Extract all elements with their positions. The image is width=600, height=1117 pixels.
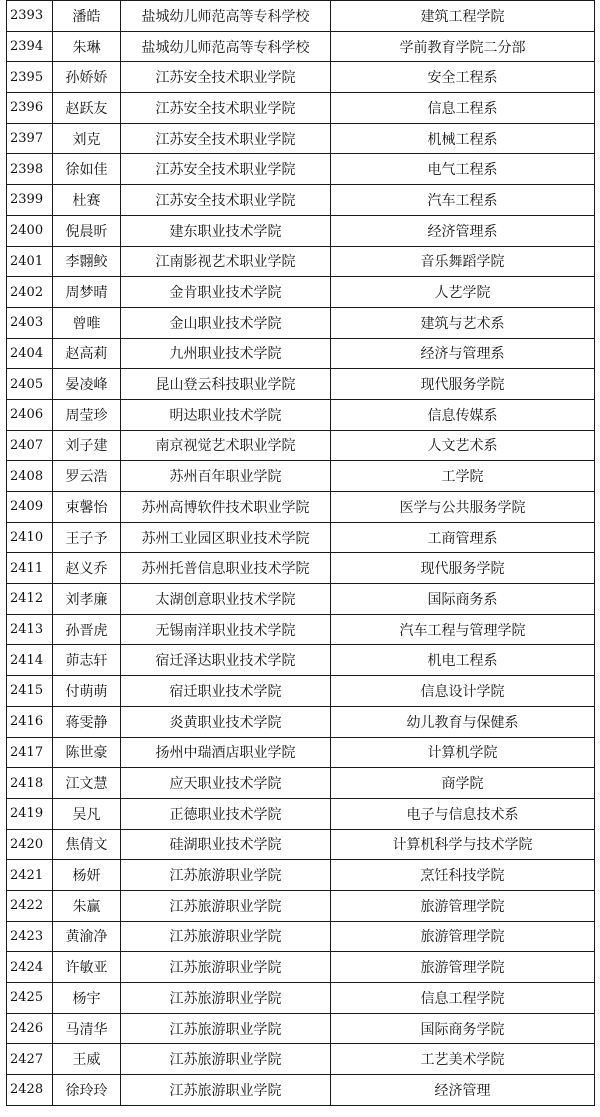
table-row bbox=[7, 737, 595, 768]
department-cell: 建筑与艺术系 bbox=[331, 307, 595, 338]
table-row bbox=[7, 522, 595, 553]
roster-table bbox=[6, 0, 595, 1106]
table-row bbox=[7, 338, 595, 369]
student-name-cell: 朱琳 bbox=[53, 31, 121, 62]
school-name-cell: 金肯职业技术学院 bbox=[121, 277, 331, 308]
school-name-cell: 江苏旅游职业学院 bbox=[121, 983, 331, 1014]
table-row bbox=[7, 645, 595, 676]
department-cell: 医学与公共服务学院 bbox=[331, 492, 595, 523]
student-name-cell: 束馨怡 bbox=[53, 492, 121, 523]
row-number-cell: 2428 bbox=[7, 1075, 53, 1106]
department-cell: 信息传媒系 bbox=[331, 399, 595, 430]
roster-table-container bbox=[6, 0, 594, 1106]
table-row bbox=[7, 1013, 595, 1044]
student-name-cell: 曾唯 bbox=[53, 307, 121, 338]
student-name-cell: 马清华 bbox=[53, 1013, 121, 1044]
school-name-cell: 无锡南洋职业技术学院 bbox=[121, 614, 331, 645]
department-cell: 安全工程系 bbox=[331, 62, 595, 93]
row-number-cell: 2398 bbox=[7, 154, 53, 185]
school-name-cell: 江苏旅游职业学院 bbox=[121, 1075, 331, 1106]
department-cell: 信息工程系 bbox=[331, 93, 595, 124]
school-name-cell: 炎黄职业技术学院 bbox=[121, 706, 331, 737]
school-name-cell: 盐城幼儿师范高等专科学校 bbox=[121, 1, 331, 32]
student-name-cell: 黄渝净 bbox=[53, 921, 121, 952]
row-number-cell: 2395 bbox=[7, 62, 53, 93]
department-cell: 计算机学院 bbox=[331, 737, 595, 768]
student-name-cell: 王子予 bbox=[53, 522, 121, 553]
table-row bbox=[7, 890, 595, 921]
table-row bbox=[7, 584, 595, 615]
school-name-cell: 江苏旅游职业学院 bbox=[121, 921, 331, 952]
student-name-cell: 徐如佳 bbox=[53, 154, 121, 185]
table-row bbox=[7, 952, 595, 983]
school-name-cell: 江苏旅游职业学院 bbox=[121, 890, 331, 921]
department-cell: 计算机科学与技术学院 bbox=[331, 829, 595, 860]
row-number-cell: 2400 bbox=[7, 215, 53, 246]
row-number-cell: 2407 bbox=[7, 430, 53, 461]
department-cell: 信息工程学院 bbox=[331, 983, 595, 1014]
department-cell: 幼儿教育与保健系 bbox=[331, 706, 595, 737]
table-row bbox=[7, 860, 595, 891]
department-cell: 工学院 bbox=[331, 461, 595, 492]
department-cell: 经济管理 bbox=[331, 1075, 595, 1106]
table-row bbox=[7, 676, 595, 707]
row-number-cell: 2404 bbox=[7, 338, 53, 369]
table-row bbox=[7, 154, 595, 185]
row-number-cell: 2397 bbox=[7, 123, 53, 154]
school-name-cell: 江苏旅游职业学院 bbox=[121, 1013, 331, 1044]
row-number-cell: 2412 bbox=[7, 584, 53, 615]
row-number-cell: 2408 bbox=[7, 461, 53, 492]
table-row bbox=[7, 369, 595, 400]
row-number-cell: 2423 bbox=[7, 921, 53, 952]
row-number-cell: 2405 bbox=[7, 369, 53, 400]
table-row bbox=[7, 1, 595, 32]
row-number-cell: 2425 bbox=[7, 983, 53, 1014]
school-name-cell: 苏州托普信息职业技术学院 bbox=[121, 553, 331, 584]
school-name-cell: 应天职业技术学院 bbox=[121, 768, 331, 799]
student-name-cell: 许敏亚 bbox=[53, 952, 121, 983]
department-cell: 烹饪科技学院 bbox=[331, 860, 595, 891]
table-row bbox=[7, 246, 595, 277]
row-number-cell: 2415 bbox=[7, 676, 53, 707]
student-name-cell: 刘孝廉 bbox=[53, 584, 121, 615]
department-cell: 旅游管理学院 bbox=[331, 952, 595, 983]
table-row bbox=[7, 553, 595, 584]
student-name-cell: 赵跃友 bbox=[53, 93, 121, 124]
student-name-cell: 潘皓 bbox=[53, 1, 121, 32]
row-number-cell: 2396 bbox=[7, 93, 53, 124]
school-name-cell: 苏州高博软件技术职业学院 bbox=[121, 492, 331, 523]
student-name-cell: 刘克 bbox=[53, 123, 121, 154]
school-name-cell: 苏州百年职业学院 bbox=[121, 461, 331, 492]
student-name-cell: 倪晨昕 bbox=[53, 215, 121, 246]
student-name-cell: 陈世豪 bbox=[53, 737, 121, 768]
table-row bbox=[7, 93, 595, 124]
school-name-cell: 明达职业技术学院 bbox=[121, 399, 331, 430]
department-cell: 现代服务学院 bbox=[331, 369, 595, 400]
department-cell: 学前教育学院二分部 bbox=[331, 31, 595, 62]
school-name-cell: 江苏安全技术职业学院 bbox=[121, 154, 331, 185]
table-row bbox=[7, 1075, 595, 1106]
table-row bbox=[7, 307, 595, 338]
department-cell: 信息设计学院 bbox=[331, 676, 595, 707]
table-row bbox=[7, 983, 595, 1014]
school-name-cell: 江苏旅游职业学院 bbox=[121, 952, 331, 983]
student-name-cell: 付萌萌 bbox=[53, 676, 121, 707]
row-number-cell: 2424 bbox=[7, 952, 53, 983]
department-cell: 建筑工程学院 bbox=[331, 1, 595, 32]
table-row bbox=[7, 829, 595, 860]
department-cell: 国际商务学院 bbox=[331, 1013, 595, 1044]
department-cell: 经济管理系 bbox=[331, 215, 595, 246]
table-row bbox=[7, 215, 595, 246]
row-number-cell: 2416 bbox=[7, 706, 53, 737]
department-cell: 工商管理系 bbox=[331, 522, 595, 553]
table-row bbox=[7, 62, 595, 93]
school-name-cell: 南京视觉艺术职业学院 bbox=[121, 430, 331, 461]
department-cell: 工艺美术学院 bbox=[331, 1044, 595, 1075]
student-name-cell: 杨宇 bbox=[53, 983, 121, 1014]
department-cell: 汽车工程与管理学院 bbox=[331, 614, 595, 645]
department-cell: 人艺学院 bbox=[331, 277, 595, 308]
school-name-cell: 江苏安全技术职业学院 bbox=[121, 93, 331, 124]
student-name-cell: 徐玲玲 bbox=[53, 1075, 121, 1106]
row-number-cell: 2402 bbox=[7, 277, 53, 308]
school-name-cell: 苏州工业园区职业技术学院 bbox=[121, 522, 331, 553]
student-name-cell: 朱赢 bbox=[53, 890, 121, 921]
table-row bbox=[7, 399, 595, 430]
student-name-cell: 杜赛 bbox=[53, 185, 121, 216]
student-name-cell: 杨妍 bbox=[53, 860, 121, 891]
row-number-cell: 2427 bbox=[7, 1044, 53, 1075]
table-row bbox=[7, 461, 595, 492]
student-name-cell: 晏凌峰 bbox=[53, 369, 121, 400]
school-name-cell: 江苏旅游职业学院 bbox=[121, 860, 331, 891]
department-cell: 音乐舞蹈学院 bbox=[331, 246, 595, 277]
table-row bbox=[7, 492, 595, 523]
row-number-cell: 2399 bbox=[7, 185, 53, 216]
school-name-cell: 江苏旅游职业学院 bbox=[121, 1044, 331, 1075]
school-name-cell: 扬州中瑞酒店职业学院 bbox=[121, 737, 331, 768]
row-number-cell: 2414 bbox=[7, 645, 53, 676]
table-row bbox=[7, 277, 595, 308]
row-number-cell: 2394 bbox=[7, 31, 53, 62]
row-number-cell: 2421 bbox=[7, 860, 53, 891]
department-cell: 旅游管理学院 bbox=[331, 921, 595, 952]
table-row bbox=[7, 1044, 595, 1075]
student-name-cell: 孙晋虎 bbox=[53, 614, 121, 645]
table-row bbox=[7, 430, 595, 461]
school-name-cell: 金山职业技术学院 bbox=[121, 307, 331, 338]
department-cell: 电子与信息技术系 bbox=[331, 798, 595, 829]
row-number-cell: 2393 bbox=[7, 1, 53, 32]
table-row bbox=[7, 123, 595, 154]
student-name-cell: 周莹珍 bbox=[53, 399, 121, 430]
school-name-cell: 建东职业技术学院 bbox=[121, 215, 331, 246]
row-number-cell: 2418 bbox=[7, 768, 53, 799]
school-name-cell: 宿迁泽达职业技术学院 bbox=[121, 645, 331, 676]
student-name-cell: 赵高莉 bbox=[53, 338, 121, 369]
department-cell: 人文艺术系 bbox=[331, 430, 595, 461]
school-name-cell: 太湖创意职业技术学院 bbox=[121, 584, 331, 615]
table-row bbox=[7, 614, 595, 645]
school-name-cell: 江南影视艺术职业学院 bbox=[121, 246, 331, 277]
row-number-cell: 2409 bbox=[7, 492, 53, 523]
school-name-cell: 江苏安全技术职业学院 bbox=[121, 62, 331, 93]
row-number-cell: 2417 bbox=[7, 737, 53, 768]
student-name-cell: 江文慧 bbox=[53, 768, 121, 799]
table-row bbox=[7, 921, 595, 952]
table-row bbox=[7, 185, 595, 216]
department-cell: 商学院 bbox=[331, 768, 595, 799]
department-cell: 机电工程系 bbox=[331, 645, 595, 676]
row-number-cell: 2410 bbox=[7, 522, 53, 553]
table-row bbox=[7, 31, 595, 62]
roster-table-body bbox=[7, 1, 595, 1106]
school-name-cell: 宿迁职业技术学院 bbox=[121, 676, 331, 707]
school-name-cell: 盐城幼儿师范高等专科学校 bbox=[121, 31, 331, 62]
row-number-cell: 2401 bbox=[7, 246, 53, 277]
table-row bbox=[7, 706, 595, 737]
student-name-cell: 吴凡 bbox=[53, 798, 121, 829]
student-name-cell: 王威 bbox=[53, 1044, 121, 1075]
row-number-cell: 2403 bbox=[7, 307, 53, 338]
department-cell: 汽车工程系 bbox=[331, 185, 595, 216]
department-cell: 现代服务学院 bbox=[331, 553, 595, 584]
department-cell: 经济与管理系 bbox=[331, 338, 595, 369]
student-name-cell: 赵义乔 bbox=[53, 553, 121, 584]
row-number-cell: 2426 bbox=[7, 1013, 53, 1044]
row-number-cell: 2420 bbox=[7, 829, 53, 860]
table-row bbox=[7, 798, 595, 829]
department-cell: 国际商务系 bbox=[331, 584, 595, 615]
student-name-cell: 焦倩文 bbox=[53, 829, 121, 860]
student-name-cell: 李翾鲛 bbox=[53, 246, 121, 277]
row-number-cell: 2419 bbox=[7, 798, 53, 829]
school-name-cell: 昆山登云科技职业学院 bbox=[121, 369, 331, 400]
student-name-cell: 蒋雯静 bbox=[53, 706, 121, 737]
table-row bbox=[7, 768, 595, 799]
row-number-cell: 2413 bbox=[7, 614, 53, 645]
department-cell: 旅游管理学院 bbox=[331, 890, 595, 921]
department-cell: 机械工程系 bbox=[331, 123, 595, 154]
row-number-cell: 2411 bbox=[7, 553, 53, 584]
student-name-cell: 刘子建 bbox=[53, 430, 121, 461]
school-name-cell: 正德职业技术学院 bbox=[121, 798, 331, 829]
student-name-cell: 茆志轩 bbox=[53, 645, 121, 676]
school-name-cell: 九州职业技术学院 bbox=[121, 338, 331, 369]
student-name-cell: 孙娇娇 bbox=[53, 62, 121, 93]
school-name-cell: 江苏安全技术职业学院 bbox=[121, 185, 331, 216]
department-cell: 电气工程系 bbox=[331, 154, 595, 185]
row-number-cell: 2406 bbox=[7, 399, 53, 430]
school-name-cell: 江苏安全技术职业学院 bbox=[121, 123, 331, 154]
student-name-cell: 罗云浩 bbox=[53, 461, 121, 492]
student-name-cell: 周梦晴 bbox=[53, 277, 121, 308]
row-number-cell: 2422 bbox=[7, 890, 53, 921]
school-name-cell: 硅湖职业技术学院 bbox=[121, 829, 331, 860]
